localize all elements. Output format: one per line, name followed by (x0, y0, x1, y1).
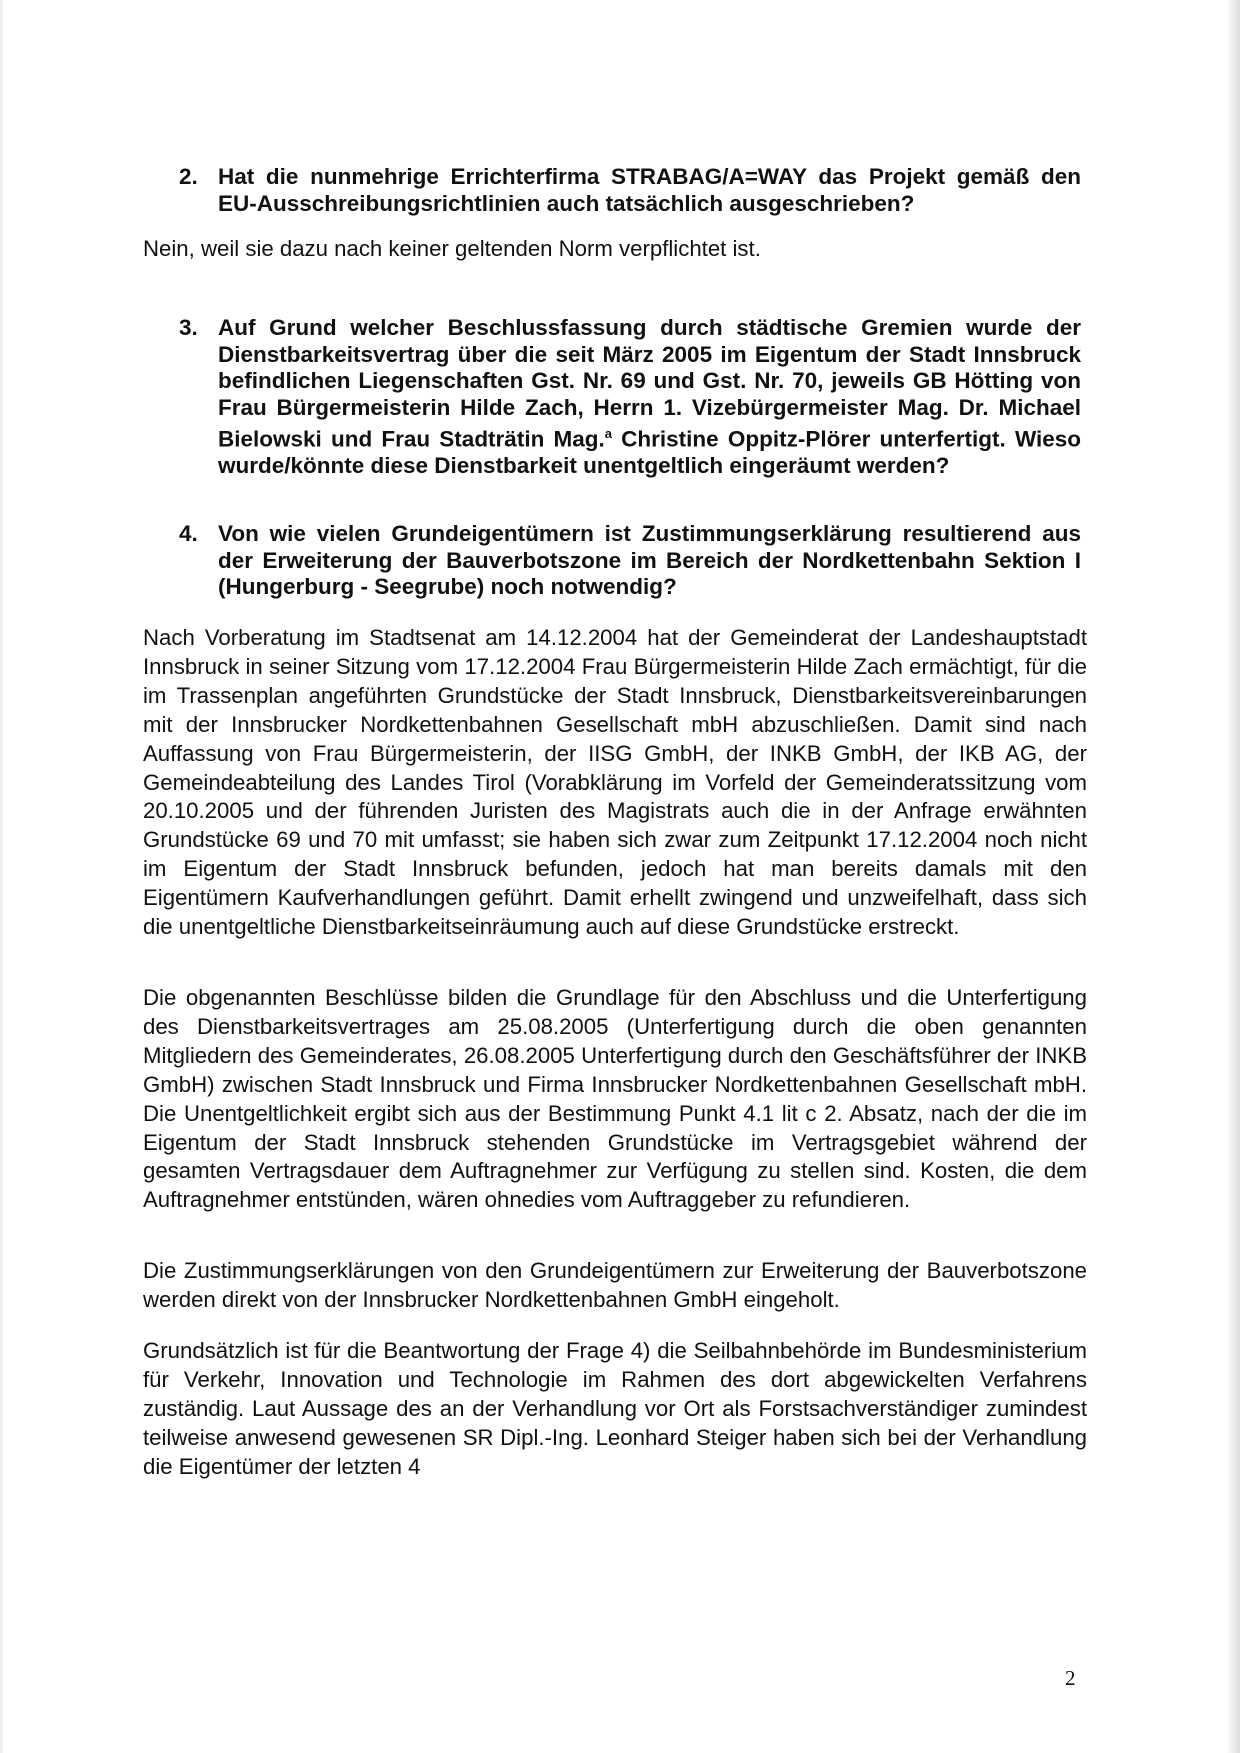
scan-edge-left (0, 0, 3, 1753)
answer-4-paragraph-4: Grundsätzlich ist für die Beantwortung der Frage 4) die Seilbahnbehörde im Bundesministerium für Verkehr, Innovation und Technologie im Rahmen des dort abgewickelten Verfahrens zuständig. Laut Aussage des an der Verhandlung vor Ort als Forstsachverständiger zumindest teilweise anwesend gewesenen SR Dipl.-Ing. Leonhard Steiger haben sich bei der Verhandlung die Eigentümer der letzten 4 (143, 1338, 1087, 1479)
answer-4-paragraph-3: Die Zustimmungserklärungen von den Grundeigentümern zur Erweiterung der Bauverbotszone werden direkt von der Innsbrucker Nordkettenbahnen GmbH eingeholt. (143, 1258, 1087, 1312)
question-4-text: Von wie vielen Grundeigentümern ist Zustimmungserklärung resultierend aus der Erweiterung der Bauverbotszone im Bereich der Nordkettenbahn Sektion I (Hungerburg - Seegrube) noch notwendig? (218, 521, 1081, 599)
question-2 (181, 164, 1081, 217)
page-number: 2 (1065, 1666, 1076, 1690)
question-3-superscript: a (604, 426, 612, 441)
answer-2: Nein, weil sie dazu nach keiner geltenden Norm verpflichtet ist. (143, 236, 761, 261)
answer-4-paragraph-1: Nach Vorberatung im Stadtsenat am 14.12.2004 hat der Gemeinderat der Landeshauptstadt Innsbruck in seiner Sitzung vom 17.12.2004 Frau Bürgermeisterin Hilde Zach ermächtigt, für die im Trassenplan angeführten Grundstücke der Stadt Innsbruck, Dienstbarkeitsvereinbarungen mit der Innsbrucker Nordkettenbahnen Gesellschaft mbH abzuschließen. Damit sind nach Auffassung von Frau Bürgermeisterin, der IISG GmbH, der INKB GmbH, der IKB AG, der Gemeindeabteilung des Landes Tirol (Vorabklärung im Vorfeld der Gemeinderatssitzung vom 20.10.2005 und der führenden Juristen des Magistrats auch die in der Anfrage erwähnten Grundstücke 69 und 70 mit umfasst; sie haben sich zwar zum Zeitpunkt 17.12.2004 noch nicht im Eigentum der Stadt Innsbruck befunden, jedoch hat man bereits damals mit den Eigentümern Kaufverhandlungen geführt. Damit erhellt zwingend und unzweifelhaft, dass sich die unentgeltliche Dienstbarkeitseinräumung auch auf diese Grundstücke erstreckt. (143, 625, 1087, 940)
question-3 (181, 315, 1081, 480)
scan-edge-right (1226, 0, 1240, 1753)
question-3-text (218, 315, 1081, 480)
question-4-number: 4. (179, 521, 198, 546)
answer-4-paragraph-2: Die obgenannten Beschlüsse bilden die Grundlage für den Abschluss und die Unterfertigung des Dienstbarkeitsvertrages am 25.08.2005 (Unterfertigung durch die oben genannten Mitgliedern des Gemeinderates, 26.08.2005 Unterfertigung durch den Geschäftsführer der INKB GmbH) zwischen Stadt Innsbruck und Firma Innsbrucker Nordkettenbahnen Gesellschaft mbH. Die Unentgeltlichkeit ergibt sich aus der Bestimmung Punkt 4.1 lit c 2. Absatz, nach der die im Eigentum der Stadt Innsbruck stehenden Grundstücke im Vertragsgebiet während der gesamten Vertragsdauer dem Auftragnehmer zur Verfügung zu stellen sind. Kosten, die dem Auftragnehmer entstünden, wären ohnedies vom Auftraggeber zu refundieren. (143, 985, 1087, 1213)
question-3-number: 3. (179, 315, 198, 340)
question-4 (181, 521, 1081, 601)
question-2-text: Hat die nunmehrige Errichterfirma STRABAG/A=WAY das Projekt gemäß den EU-Ausschreibungsrichtlinien auch tatsächlich ausgeschrieben? (218, 164, 1081, 216)
question-2-number: 2. (179, 164, 198, 189)
question-3-text-part1: Auf Grund welcher Beschlussfassung durch städtische Gremien wurde der Dienstbarkeitsvertrag über die seit März 2005 im Eigentum der Stadt Innsbruck befindlichen Liegenschaften Gst. Nr. 69 und Gst. Nr. 70, jeweils GB Hötting von Frau Bürgermeisterin Hilde Zach, Herrn 1. Vizebürgermeister Mag. Dr. Michael Bielowski und Frau Stadträtin Mag. (218, 315, 1081, 452)
question-3-text-part2: Christine Oppitz-Plörer unterfertigt. Wieso wurde/könnte diese Dienstbarkeit unentgeltlich eingeräumt werden? (218, 426, 1082, 478)
